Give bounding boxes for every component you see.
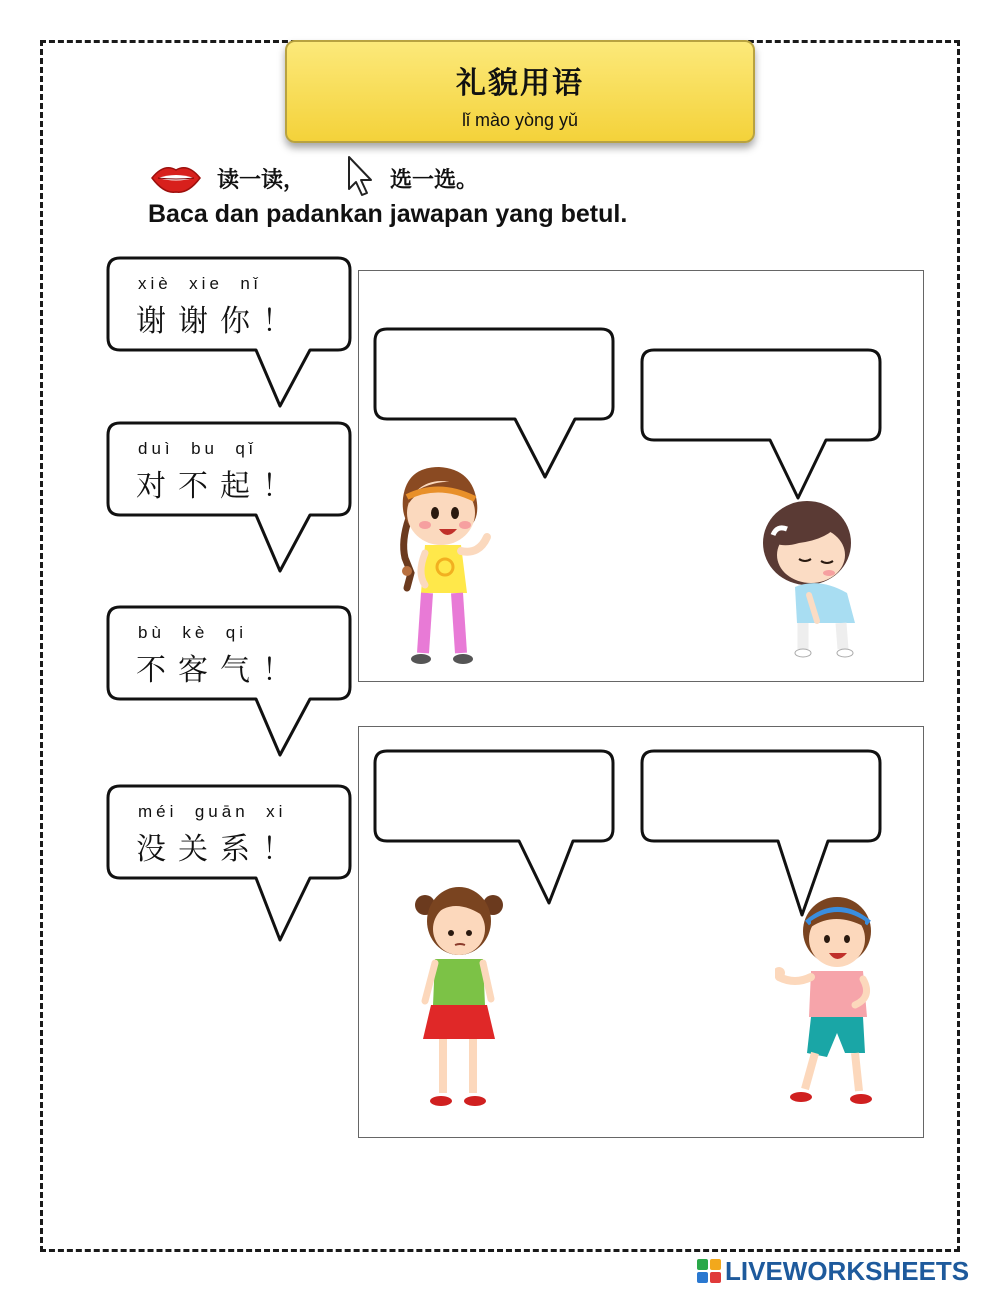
scene-panel-1 [358, 270, 924, 682]
phrase-bubble-xiexieni[interactable] [106, 256, 352, 411]
scene-panel-2 [358, 726, 924, 1138]
phrase-bubble-duibuqi[interactable] [106, 421, 352, 576]
liveworksheets-logo-icon [697, 1259, 721, 1287]
phrase-pinyin: bù kè qi [138, 623, 247, 642]
boy-bowing-illustration [759, 499, 871, 659]
girl-talking-illustration [387, 463, 499, 667]
phrase-bubble-meiguanxi[interactable] [106, 784, 352, 939]
phrase-bubble-bukeqi[interactable] [106, 605, 352, 760]
phrase-hanzi: 没关系！ [136, 832, 304, 867]
girl-shy-illustration [413, 881, 505, 1113]
instruction-row [150, 155, 650, 200]
girl-waving-illustration [775, 893, 887, 1113]
phrase-hanzi: 谢谢你！ [136, 304, 304, 339]
brand-name: LIVEWORKSHEETS [725, 1256, 970, 1286]
phrase-pinyin: méi guān xi [138, 802, 287, 821]
page-title: 礼貌用语 [456, 66, 584, 101]
instruction-read: 读一读， [217, 167, 306, 193]
title-banner [285, 40, 755, 143]
phrase-hanzi: 不客气！ [136, 653, 304, 688]
brand-footer [697, 1256, 997, 1286]
instruction-select: 选一选。 [390, 167, 479, 193]
instruction-malay: Baca dan padankan jawapan yang betul. [148, 200, 628, 228]
page-title-pinyin: lǐ mào yòng yǔ [461, 110, 579, 130]
phrase-pinyin: duì bu qǐ [138, 439, 257, 458]
phrase-hanzi: 对不起！ [136, 469, 304, 504]
phrase-pinyin: xiè xie nǐ [138, 274, 262, 293]
cursor-icon [345, 155, 377, 201]
lips-icon [150, 161, 202, 199]
answer-drop-zone-1[interactable] [373, 327, 617, 483]
answer-drop-zone-2[interactable] [640, 348, 884, 503]
